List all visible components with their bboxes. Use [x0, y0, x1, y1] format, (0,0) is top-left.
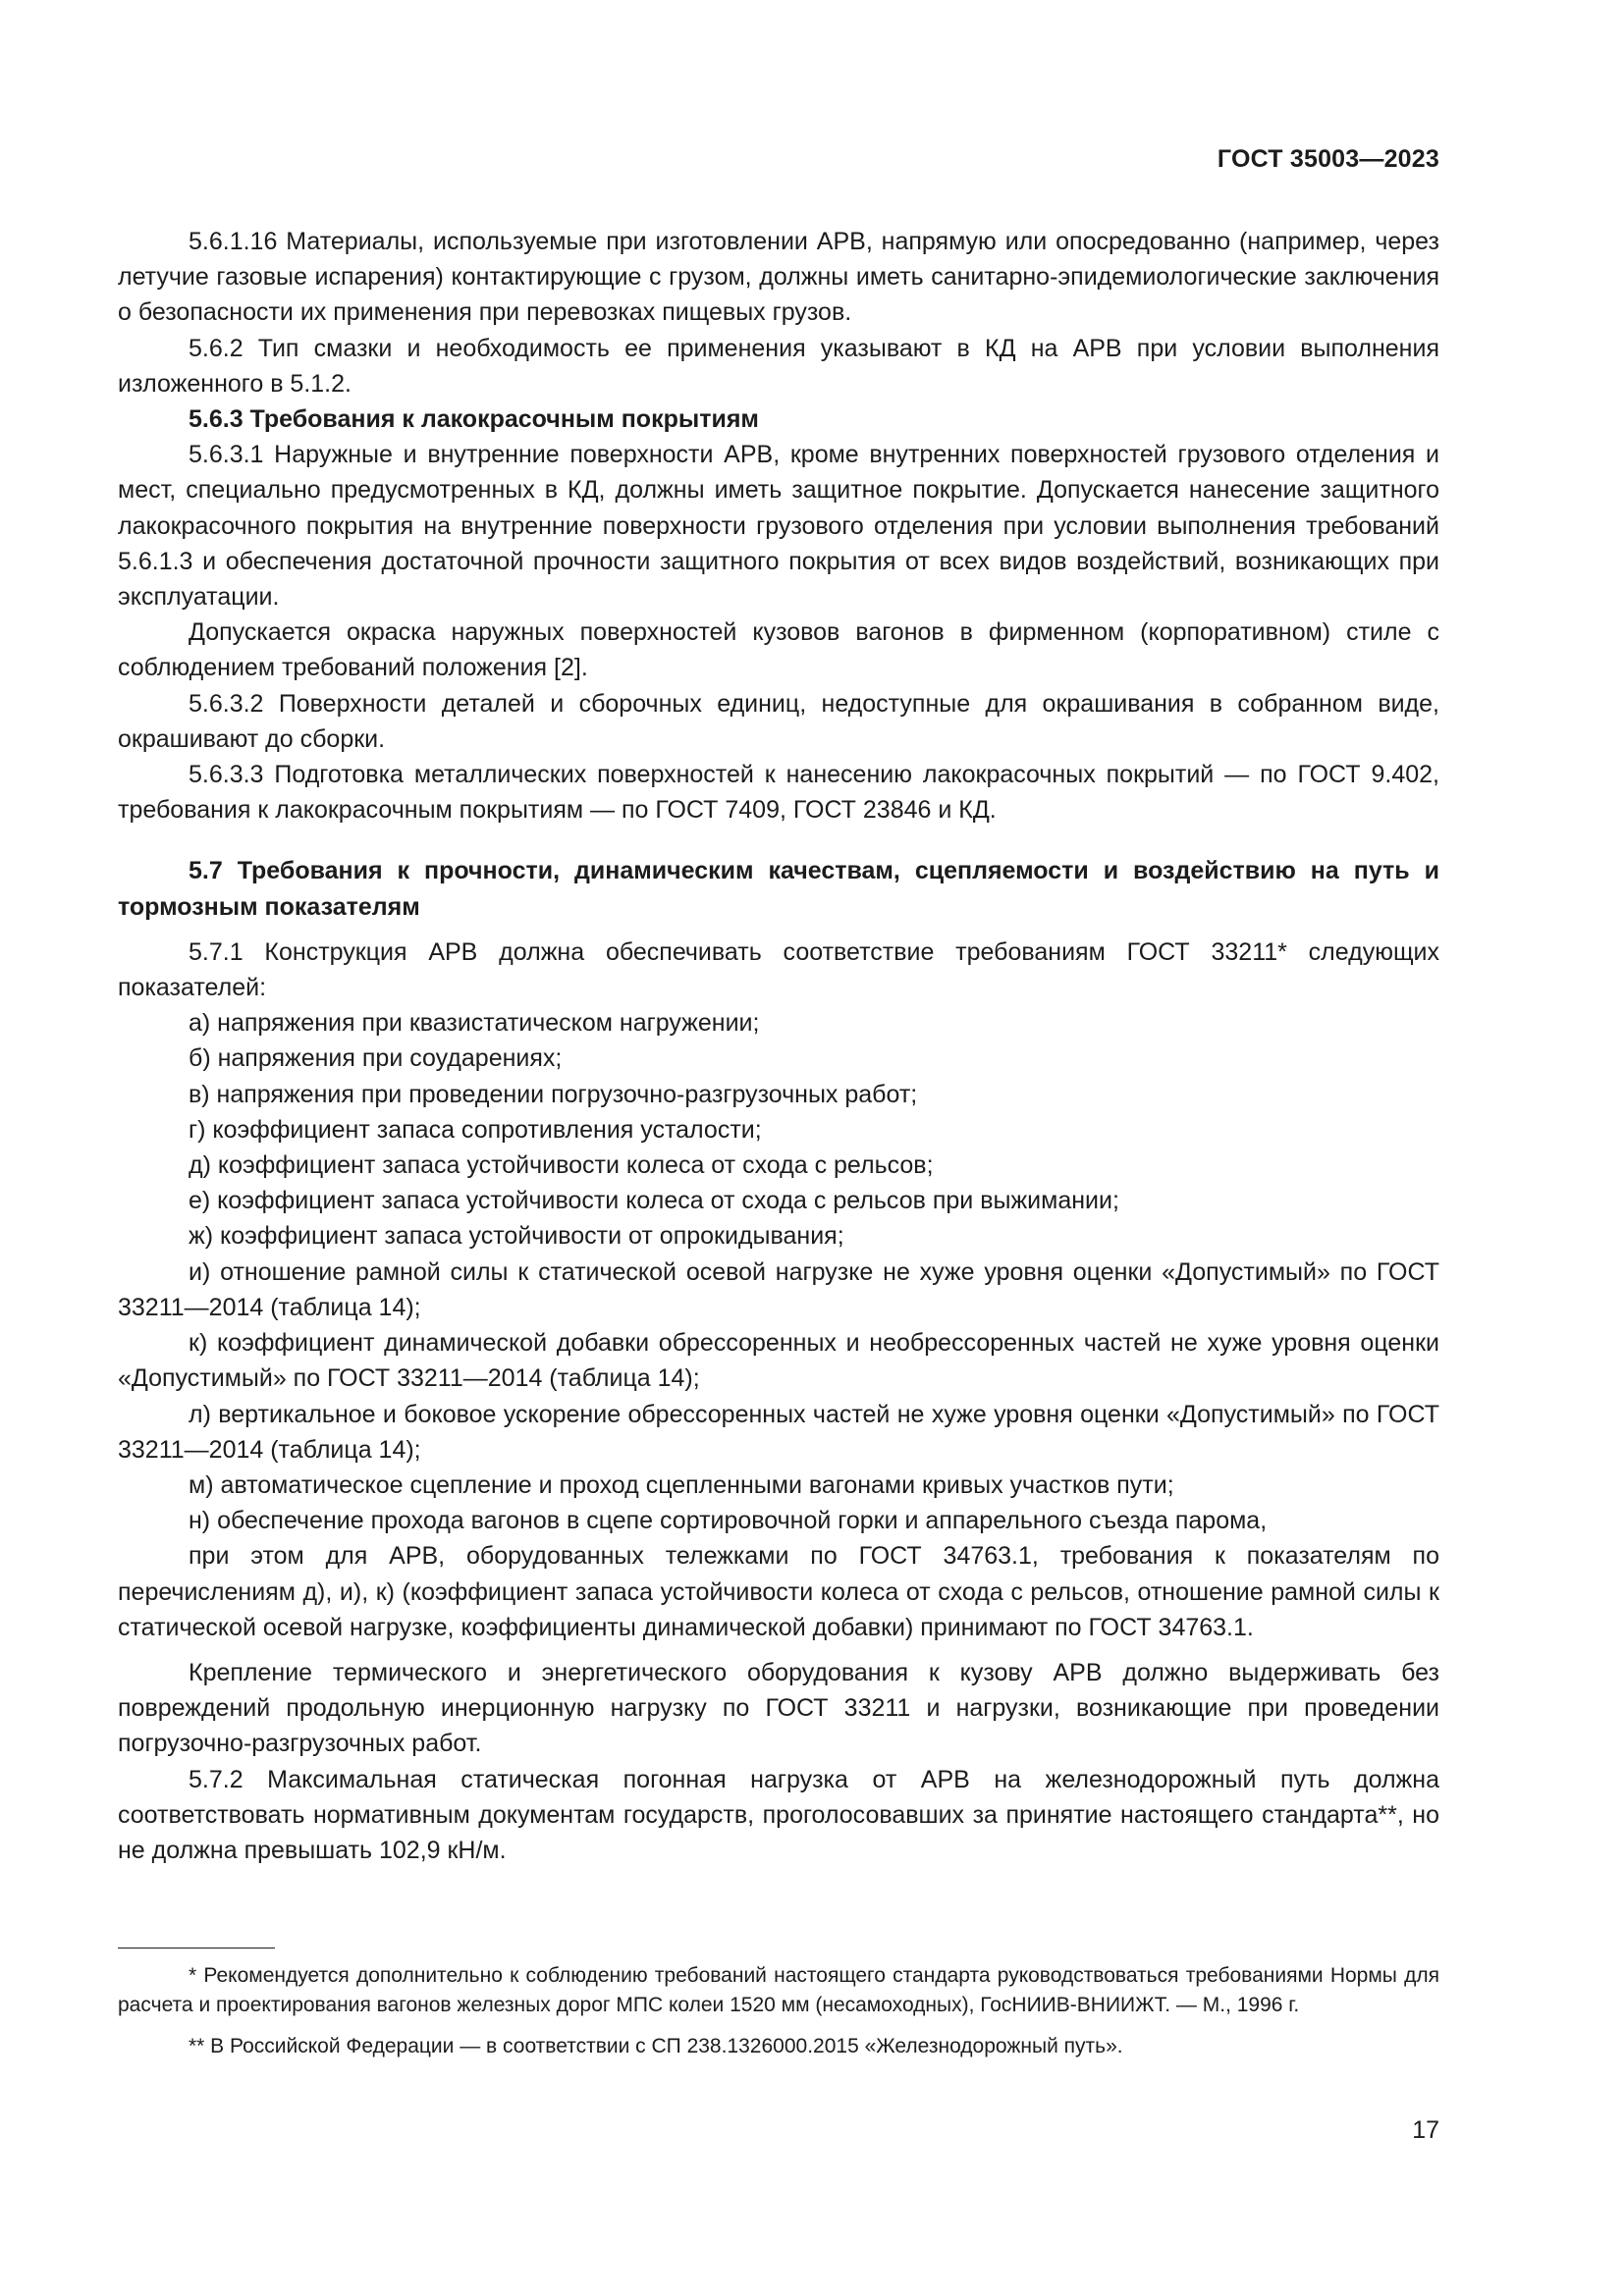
page-number: 17 [1412, 2116, 1439, 2144]
paragraph-5-6-2: 5.6.2 Тип смазки и необходимость ее применения указывают в КД на АРВ при условии выполнения изложенного в 5.1.2. [118, 334, 1439, 398]
footnote-divider [118, 1948, 275, 1949]
list-item: д) коэффициент запаса устойчивости колеса от схода с рельсов; [189, 1151, 934, 1180]
paragraph-paint-style: Допускается окраска наружных поверхностей кузовов вагонов в фирменном (корпоративном) стиле с соблюдением требований положения [2]. [118, 618, 1439, 682]
paragraph-bogies: при этом для АРВ, оборудованных тележками по ГОСТ 34763.1, требования к показателям по перечислениям д), и), к) (коэффициент запаса устойчивости колеса от схода с рельсов, отношение рамной силы к статической осевой нагрузке, коэффициенты динамической добавки) принимают по ГОСТ 34763.1. [118, 1542, 1439, 1641]
list-item: к) коэффициент динамической добавки обрессоренных и необрессоренных частей не хуже уровня оценки «Допустимый» по ГОСТ 33211—2014 (таблица 14); [118, 1329, 1439, 1393]
requirements-list [118, 1005, 1439, 1538]
document-body [118, 224, 1439, 1868]
list-item: л) вертикальное и боковое ускорение обрессоренных частей не хуже уровня оценки «Допустимый» по ГОСТ 33211—2014 (таблица 14); [118, 1400, 1439, 1464]
list-item: г) коэффициент запаса сопротивления усталости; [189, 1115, 762, 1144]
footnote-1: * Рекомендуется дополнительно к соблюдению требований настоящего стандарта руководствоваться требованиями Нормы для расчета и проектирования вагонов железных дорог МПС колеи 1520 мм (несамоходных), ГосНИИВ-ВНИИЖТ. — М., 1996 г. [118, 1964, 1439, 2016]
paragraph-5-6-3-2: 5.6.3.2 Поверхности деталей и сборочных единиц, недоступные для окрашивания в собранном виде, окрашивают до сборки. [118, 689, 1439, 753]
paragraph-mounting: Крепление термического и энергетического оборудования к кузову АРВ должно выдерживать без повреждений продольную инерционную нагрузку по ГОСТ 33211 и нагрузки, возникающие при проведении погрузочно-разгрузочных работ. [118, 1658, 1439, 1758]
paragraph-5-6-3-1: 5.6.3.1 Наружные и внутренние поверхности АРВ, кроме внутренних поверхностей грузового отделения и мест, специально предусмотренных в КД, должны иметь защитное покрытие. Допускается нанесение защитного лакокрасочного покрытия на внутренние поверхности грузового отделения при условии выполнения требований 5.6.1.3 и обеспечения достаточной прочности защитного покрытия от всех видов воздействий, возникающих при эксплуатации. [118, 441, 1439, 612]
list-item: б) напряжения при соударениях; [189, 1044, 563, 1073]
list-item: е) коэффициент запаса устойчивости колеса от схода с рельсов при выжимании; [189, 1187, 1119, 1215]
heading-5-6-3: 5.6.3 Требования к лакокрасочным покрытиям [189, 405, 759, 434]
list-item: ж) коэффициент запаса устойчивости от опрокидывания; [189, 1222, 844, 1251]
paragraph-5-7-2: 5.7.2 Максимальная статическая погонная нагрузка от АРВ на железнодорожный путь должна соответствовать нормативным документам государств, проголосовавших за принятие настоящего стандарта**, но не должна превышать 102,9 кН/м. [118, 1765, 1439, 1864]
paragraph-5-6-3-3: 5.6.3.3 Подготовка металлических поверхностей к нанесению лакокрасочных покрытий — по ГОСТ 9.402, требования к лакокрасочным покрытиям — по ГОСТ 7409, ГОСТ 23846 и КД. [118, 761, 1439, 825]
list-item: н) обеспечение прохода вагонов в сцепе сортировочной горки и аппарельного съезда парома, [189, 1507, 1268, 1535]
list-item: в) напряжения при проведении погрузочно-разгрузочных работ; [189, 1080, 918, 1108]
list-item: а) напряжения при квазистатическом нагружении; [189, 1009, 760, 1038]
footnotes [118, 1961, 1439, 2073]
paragraph-5-7-1: 5.7.1 Конструкция АРВ должна обеспечивать соответствие требованиям ГОСТ 33211* следующих показателей: [118, 937, 1439, 1002]
footnote-2: ** В Российской Федерации — в соответствии с СП 238.1326000.2015 «Железнодорожный путь». [189, 2035, 1123, 2057]
list-item: и) отношение рамной силы к статической осевой нагрузке не хуже уровня оценки «Допустимый» по ГОСТ 33211—2014 (таблица 14); [118, 1257, 1439, 1321]
paragraph-5-6-1-16: 5.6.1.16 Материалы, используемые при изготовлении АРВ, напрямую или опосредованно (например, через летучие газовые испарения) контактирующие с грузом, должны иметь санитарно-эпидемиологические заключения о безопасности их применения при перевозках пищевых грузов. [118, 228, 1439, 327]
list-item: м) автоматическое сцепление и проход сцепленными вагонами кривых участков пути; [189, 1470, 1174, 1499]
document-header: ГОСТ 35003—2023 [1217, 145, 1439, 173]
heading-5-7: 5.7 Требования к прочности, динамическим качествам, сцепляемости и воздействию на путь и тормозным показателям [118, 857, 1439, 921]
